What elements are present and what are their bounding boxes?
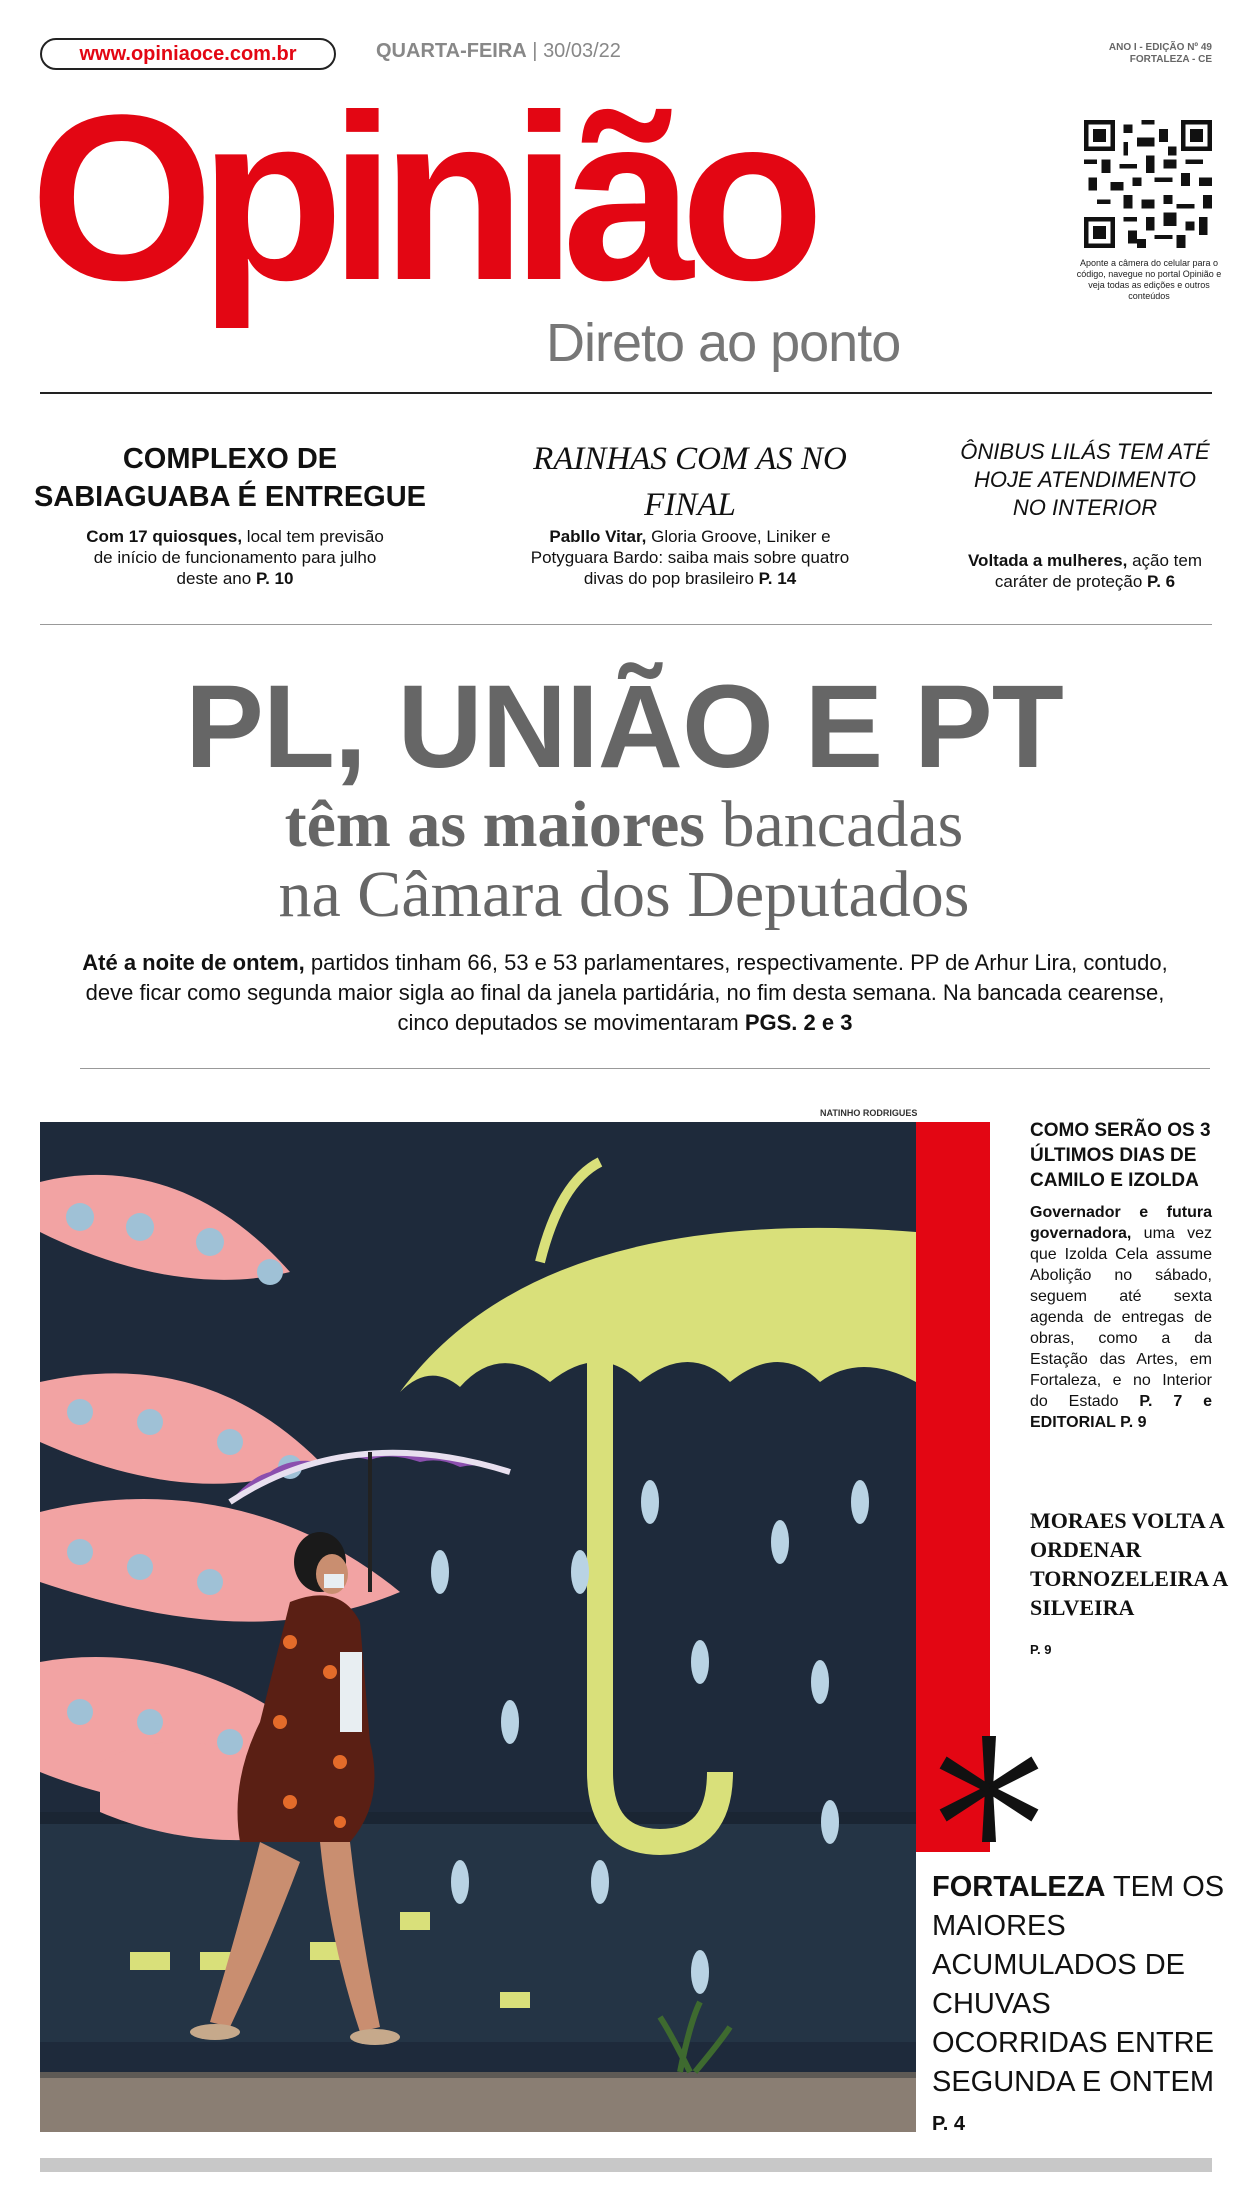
teaser-lead: Pabllo Vitar, <box>549 527 647 546</box>
sidebar-headline-moraes[interactable]: MORAES VOLTA A ORDENAR TORNOZELEIRA A SILVEIRA <box>1030 1508 1228 1620</box>
sidebar-page: P. 7 e EDITORIAL P. 9 <box>1030 1393 1212 1431</box>
main-story-body <box>80 948 1170 1038</box>
asterisk-icon <box>928 1736 1050 1842</box>
sidebar-headline-camilo-izolda[interactable]: COMO SERÃO OS 3 ÚLTIMOS DIAS DE CAMILO E IZOLDA <box>1030 1120 1211 1191</box>
sidebar-text: uma vez que Izolda Cela assume Abolição no sábado, seguem até sexta agenda de entregas de obras, como a da Estação das Artes, em Fortaleza, e no Interior do Estado <box>1030 1225 1212 1410</box>
sidebar-text: TEM OS MAIORES ACUMULADOS DE CHUVAS OCORRIDAS ENTRE SEGUNDA E ONTEM <box>932 1871 1225 2098</box>
sidebar-page: P. 4 <box>932 2113 965 2135</box>
masthead-logo <box>30 66 930 330</box>
teaser-divider <box>40 624 1212 625</box>
sidebar-lead: Governador e futura governadora, <box>1030 1204 1212 1242</box>
edition-number: ANO I - EDIÇÃO Nº 49 <box>1108 42 1212 53</box>
main-subheadline <box>0 790 1248 930</box>
subhead-rest: bancadas <box>704 788 964 861</box>
edition-info <box>1109 42 1212 66</box>
subhead-bold: têm as maiores <box>284 788 705 861</box>
sidebar-lead: FORTALEZA <box>932 1871 1106 1903</box>
website-url: www.opiniaoce.com.br <box>79 42 297 65</box>
dateline <box>376 40 621 63</box>
edition-city: FORTALEZA - CE <box>1129 54 1212 65</box>
date: 30/03/22 <box>543 40 621 62</box>
teaser-lead: Com 17 quiosques, <box>86 527 243 546</box>
teaser-page: P. 6 <box>1147 572 1176 591</box>
cover-photo <box>40 1122 916 2132</box>
qr-caption: Aponte a câmera do celular para o código, navegue no portal Opinião e veja todas as edições e outros conteúdos <box>1076 258 1222 301</box>
teaser-headline-sabiaguaba[interactable]: COMPLEXO DE SABIAGUABA É ENTREGUE <box>33 443 427 513</box>
date-separator: | <box>532 40 544 62</box>
masthead-tagline: Direto ao ponto <box>546 313 901 373</box>
main-lead: Até a noite de ontem, <box>82 950 305 975</box>
main-text: partidos tinham 66, 53 e 53 parlamentares, respectivamente. PP de Arhur Lira, contudo, deve ficar como segunda maior sigla ao final da janela partidária, no fim desta semana. Na bancada cearense, cinco deputados se movimentaram <box>85 950 1168 1035</box>
footer-bar <box>40 2158 1212 2172</box>
teaser-body-rainhas <box>520 526 860 589</box>
teaser-text: local tem previsão de início de funcionamento para julho deste ano <box>93 527 384 588</box>
main-pages: PGS. 2 e 3 <box>744 1010 853 1035</box>
sidebar-body-camilo-izolda <box>1030 1202 1212 1433</box>
teaser-page: P. 14 <box>758 569 797 588</box>
teaser-text: Gloria Groove, Liniker e Potyguara Bardo: saiba mais sobre quatro divas do pop brasileiro <box>530 527 850 588</box>
weekday: QUARTA-FEIRA <box>376 40 527 62</box>
sidebar-page-moraes: P. 9 <box>1030 1642 1052 1657</box>
masthead-divider <box>40 392 1212 394</box>
logo-wordmark: Opinião <box>30 66 811 330</box>
main-divider <box>80 1068 1210 1069</box>
sidebar-story-fortaleza[interactable] <box>932 1868 1232 2144</box>
subhead-line2: na Câmara dos Deputados <box>278 858 970 931</box>
teaser-lead: Voltada a mulheres, <box>967 551 1128 570</box>
teaser-headline-rainhas[interactable]: RAINHAS COM AS NO FINAL <box>533 441 847 523</box>
main-headline[interactable]: PL, UNIÃO E PT <box>185 661 1063 793</box>
photo-credit: NATINHO RODRIGUES <box>820 1108 918 1118</box>
teaser-page: P. 10 <box>255 569 294 588</box>
teaser-body-onibus <box>960 550 1210 592</box>
qr-code-icon[interactable] <box>1084 120 1212 248</box>
teaser-body-sabiaguaba <box>80 526 390 589</box>
teaser-text: ação tem caráter de proteção <box>994 551 1202 591</box>
teaser-headline-onibus[interactable]: ÔNIBUS LILÁS TEM ATÉ HOJE ATENDIMENTO NO INTERIOR <box>960 439 1210 520</box>
